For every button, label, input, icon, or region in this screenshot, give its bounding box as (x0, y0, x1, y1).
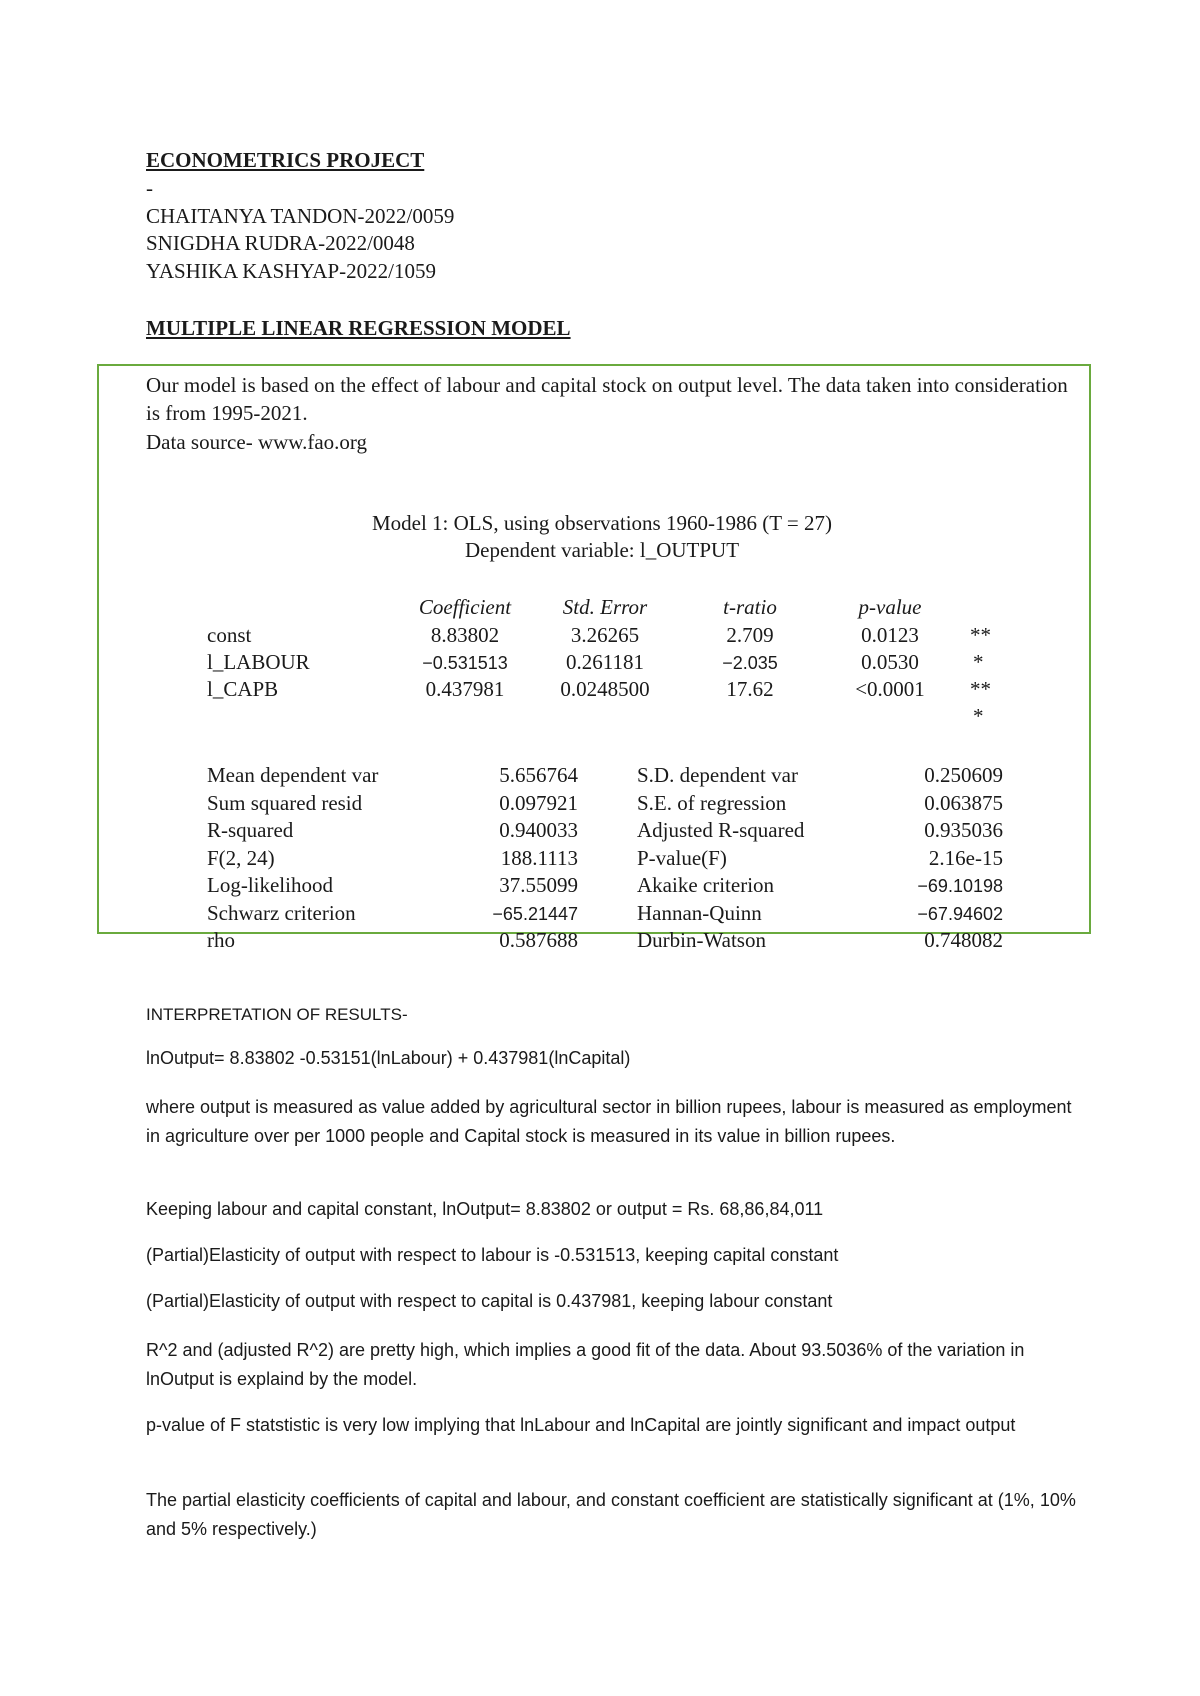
coef-value: −0.531513 (422, 653, 508, 673)
stat-label: Sum squared resid (207, 791, 363, 815)
paragraph-significance: The partial elasticity coefficients of capital and labour, and constant coefficient are statistically significant at (1%, 10% and 5% respectively.) (146, 1490, 1076, 1539)
author-2: SNIGDHA RUDRA-2022/0048 (146, 231, 415, 255)
stat-label: R-squared (207, 818, 294, 842)
stat-value: 0.063875 (924, 791, 1003, 815)
coef-row-name: const (207, 623, 252, 647)
p-value-value: 0.0530 (861, 650, 919, 674)
std-error-value: 3.26265 (570, 623, 640, 647)
p-value-value: 0.0123 (861, 623, 919, 647)
coef-row-name: l_LABOUR (207, 650, 310, 674)
stat-label: Schwarz criterion (207, 901, 356, 925)
document-title: ECONOMETRICS PROJECT (146, 148, 425, 172)
t-ratio-value: 2.709 (726, 623, 774, 647)
stat-value: −67.94602 (917, 904, 1003, 924)
intro-text: Our model is based on the effect of labour and capital stock on output level. The data taken into consideration is from 1995-2021. (146, 373, 1068, 425)
stat-label: Akaike criterion (637, 873, 775, 897)
header-std-error: Std. Error (562, 595, 648, 619)
stat-label: Hannan-Quinn (637, 901, 762, 925)
stat-value: 2.16e-15 (928, 846, 1003, 870)
data-source: Data source- www.fao.org (146, 430, 368, 454)
stat-label: F(2, 24) (207, 846, 275, 870)
header-coefficient: Coefficient (418, 595, 512, 619)
stat-value: −69.10198 (917, 876, 1003, 896)
paragraph-r-squared: R^2 and (adjusted R^2) are pretty high, which implies a good fit of the data. About 93.5036% of the variation in lnOutput is explaind by the model. (146, 1340, 1025, 1389)
stat-value: 188.1113 (500, 846, 578, 870)
paragraph-f-statistic: p-value of F statstistic is very low implying that lnLabour and lnCapital are jointly significant and impact output (146, 1415, 1016, 1435)
t-ratio-value: 17.62 (726, 677, 774, 701)
header-t-ratio: t-ratio (723, 595, 777, 619)
paragraph-variables: where output is measured as value added by agricultural sector in billion rupees, labour is measured as employment in agriculture over per 1000 people and Capital stock is measured in its value in billion rupees. (146, 1097, 1072, 1146)
stat-value: 0.940033 (499, 818, 578, 842)
coef-value: 8.83802 (430, 623, 500, 647)
stat-label: S.D. dependent var (637, 763, 798, 787)
interpretation-heading: INTERPRETATION OF RESULTS- (146, 1005, 408, 1024)
stat-value: 0.935036 (924, 818, 1003, 842)
stat-value: 0.250609 (924, 763, 1003, 787)
stat-value: 5.656764 (499, 763, 578, 787)
stat-label: S.E. of regression (637, 791, 787, 815)
significance-stars: ** (970, 623, 991, 647)
author-3: YASHIKA KASHYAP-2022/1059 (146, 259, 436, 283)
stat-label: rho (207, 928, 235, 952)
stat-label: Adjusted R-squared (637, 818, 805, 842)
author-1: CHAITANYA TANDON-2022/0059 (146, 204, 455, 228)
coef-row-name: l_CAPB (207, 677, 279, 701)
stat-value: 0.097921 (499, 791, 578, 815)
paragraph-capital-elasticity: (Partial)Elasticity of output with respect to capital is 0.437981, keeping labour constant (146, 1291, 833, 1311)
std-error-value: 0.0248500 (560, 677, 650, 701)
p-value-value: <0.0001 (855, 677, 925, 701)
title-dash: - (146, 176, 153, 200)
model-title: Model 1: OLS, using observations 1960-1986 (T = 27) (371, 511, 832, 535)
significance-stars: * (973, 650, 984, 674)
std-error-value: 0.261181 (566, 650, 644, 674)
paragraph-labour-elasticity: (Partial)Elasticity of output with respect to labour is -0.531513, keeping capital constant (146, 1245, 839, 1265)
stat-value: 37.55099 (499, 873, 578, 897)
significance-stars-wrap: * (973, 704, 984, 728)
significance-stars: ** (970, 677, 991, 701)
t-ratio-value: −2.035 (722, 653, 778, 673)
stat-label: Durbin-Watson (637, 928, 766, 952)
header-p-value: p-value (858, 595, 922, 619)
dependent-variable: Dependent variable: l_OUTPUT (464, 538, 740, 562)
regression-equation: lnOutput= 8.83802 -0.53151(lnLabour) + 0.437981(lnCapital) (146, 1048, 631, 1068)
stat-label: P-value(F) (637, 846, 727, 870)
coef-value: 0.437981 (425, 677, 505, 701)
stat-value: 0.748082 (924, 928, 1003, 952)
stat-value: −65.21447 (492, 904, 578, 924)
stat-label: Mean dependent var (207, 763, 379, 787)
paragraph-constant: Keeping labour and capital constant, lnOutput= 8.83802 or output = Rs. 68,86,84,011 (146, 1199, 824, 1219)
stat-value: 0.587688 (499, 928, 578, 952)
stat-label: Log-likelihood (207, 873, 333, 897)
section-title: MULTIPLE LINEAR REGRESSION MODEL (146, 316, 571, 340)
